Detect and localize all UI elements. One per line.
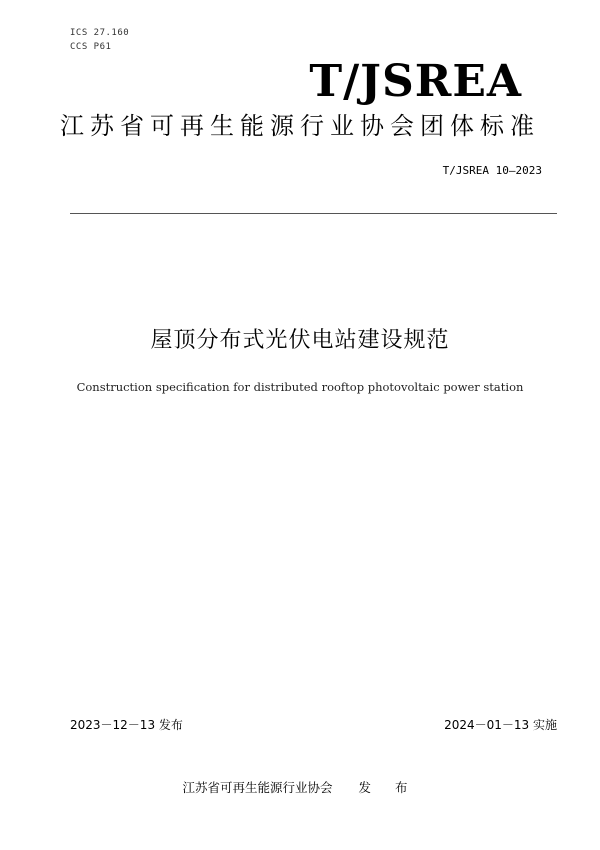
org-standard-title: 江苏省可再生能源行业协会团体标准 xyxy=(60,112,540,140)
publish-label: 发 布 xyxy=(358,780,418,795)
effective-date: 2024－01－13 实施 xyxy=(444,718,557,732)
publisher-line xyxy=(0,778,600,796)
issue-date: 2023－12－13 发布 xyxy=(70,718,183,732)
standard-logo: T/JSREA xyxy=(309,56,522,107)
ics-code: ICS 27.160 xyxy=(70,28,130,38)
ccs-code: CCS P61 xyxy=(70,42,112,52)
document-title-chinese: 屋顶分布式光伏电站建设规范 xyxy=(150,328,450,353)
standard-number: T/JSREA 10—2023 xyxy=(442,164,542,177)
document-title-english: Construction specification for distributed rooftop photovoltaic power station xyxy=(76,380,524,394)
header-divider xyxy=(70,213,557,214)
publisher-name: 江苏省可再生能源行业协会 xyxy=(182,780,333,795)
